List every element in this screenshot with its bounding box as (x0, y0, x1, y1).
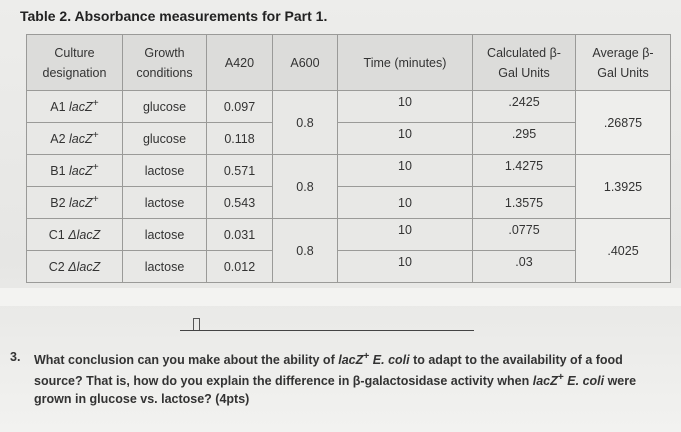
time-cell: 10 (338, 123, 473, 155)
table-row (27, 123, 671, 155)
header-a420: A420 (207, 35, 273, 91)
table-header-row (27, 35, 671, 91)
calc-cell: .03 (473, 251, 576, 283)
a420-cell: 0.012 (207, 251, 273, 283)
header-calculated: Calculated β- Gal Units (473, 35, 576, 91)
question-text: What conclusion can you make about the ability of lacZ+ E. coli to adapt to the availability of a food source? That is, how do you explain the difference in β-galactosidase activity when lacZ+ E. coli were grown in glucose vs. lactose? (4pts) (34, 351, 637, 407)
header-average: Average β- Gal Units (576, 35, 671, 91)
calc-cell: .295 (473, 123, 576, 155)
growth-cell: glucose (123, 91, 207, 123)
header-growth: Growth conditions (123, 35, 207, 91)
culture-cell: C1 ΔlacZ (27, 219, 123, 251)
a420-cell: 0.571 (207, 155, 273, 187)
growth-cell: glucose (123, 123, 207, 155)
table-row (27, 155, 671, 187)
culture-cell: C2 ΔlacZ (27, 251, 123, 283)
growth-cell: lactose (123, 187, 207, 219)
time-cell: 10 (338, 219, 473, 251)
header-time: Time (minutes) (338, 35, 473, 91)
a420-cell: 0.031 (207, 219, 273, 251)
growth-cell: lactose (123, 155, 207, 187)
a420-cell: 0.097 (207, 91, 273, 123)
calc-cell: .2425 (473, 91, 576, 123)
growth-cell: lactose (123, 219, 207, 251)
table-row (27, 251, 671, 283)
cursor-mark (193, 318, 200, 330)
average-cell: .4025 (576, 219, 671, 283)
header-a600: A600 (273, 35, 338, 91)
calc-cell: 1.4275 (473, 155, 576, 187)
table-caption: Table 2. Absorbance measurements for Part 1. (20, 8, 328, 24)
table-row (27, 91, 671, 123)
culture-cell: B1 lacZ+ (27, 155, 123, 187)
table-row (27, 187, 671, 219)
growth-cell: lactose (123, 251, 207, 283)
absorbance-table (26, 34, 671, 283)
a600-cell: 0.8 (273, 91, 338, 155)
question-number: 3. (10, 350, 21, 364)
calc-cell: .0775 (473, 219, 576, 251)
average-cell: .26875 (576, 91, 671, 155)
a600-cell: 0.8 (273, 219, 338, 283)
page-gap (0, 288, 681, 306)
culture-cell: A2 lacZ+ (27, 123, 123, 155)
time-cell: 10 (338, 155, 473, 187)
time-cell: 10 (338, 187, 473, 219)
answer-line (180, 330, 474, 331)
calc-cell: 1.3575 (473, 187, 576, 219)
average-cell: 1.3925 (576, 155, 671, 219)
table-row (27, 219, 671, 251)
culture-cell: A1 lacZ+ (27, 91, 123, 123)
a420-cell: 0.118 (207, 123, 273, 155)
time-cell: 10 (338, 91, 473, 123)
culture-cell: B2 lacZ+ (27, 187, 123, 219)
a600-cell: 0.8 (273, 155, 338, 219)
a420-cell: 0.543 (207, 187, 273, 219)
time-cell: 10 (338, 251, 473, 283)
header-culture: Culture designation (27, 35, 123, 91)
